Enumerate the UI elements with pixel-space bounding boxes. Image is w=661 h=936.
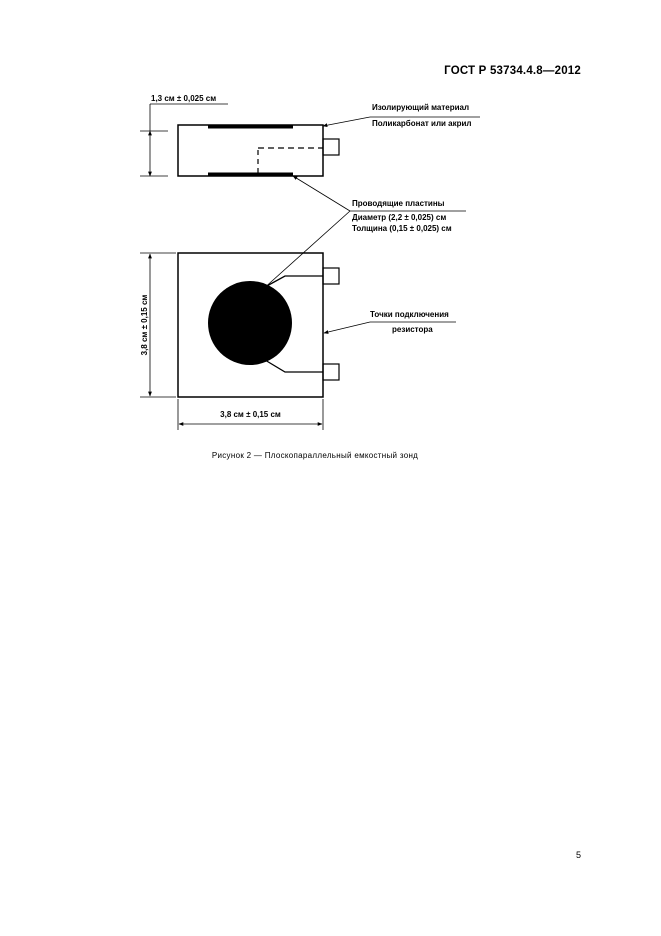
connector-upper [323,268,339,284]
side-view-body [178,125,323,176]
document-header: ГОСТ Р 53734.4.8—2012 [444,65,581,77]
connector-lower [323,364,339,380]
plate-diameter-label: Диаметр (2,2 ± 0,025) см [352,213,447,222]
conductive-plates-label: Проводящие пластины [352,199,445,208]
page-number: 5 [576,850,582,860]
figure-caption: Рисунок 2 — Плоскопараллельный емкостный зонд [211,451,419,460]
lead-lower [265,360,323,372]
top-view [140,253,339,430]
plate-thickness-label: Толщина (0,15 ± 0,025) см [352,224,452,233]
resistor-points-label: Точки подключения [370,310,449,319]
lead-upper [265,276,323,287]
height-dimension-label: 3,8 см ± 0,15 см [140,294,149,356]
side-connector [323,139,339,155]
side-view [140,104,480,176]
resistor-points-sublabel: резистора [392,325,433,334]
conductive-plate [208,281,292,365]
width-dimension-label: 3,8 см ± 0,15 см [220,410,281,419]
insulating-material-sublabel: Поликарбонат или акрил [372,119,472,128]
thickness-dimension-label: 1,3 см ± 0,025 см [151,94,217,103]
insulating-material-label: Изолирующий материал [372,103,470,112]
resistor-leader [324,322,456,333]
